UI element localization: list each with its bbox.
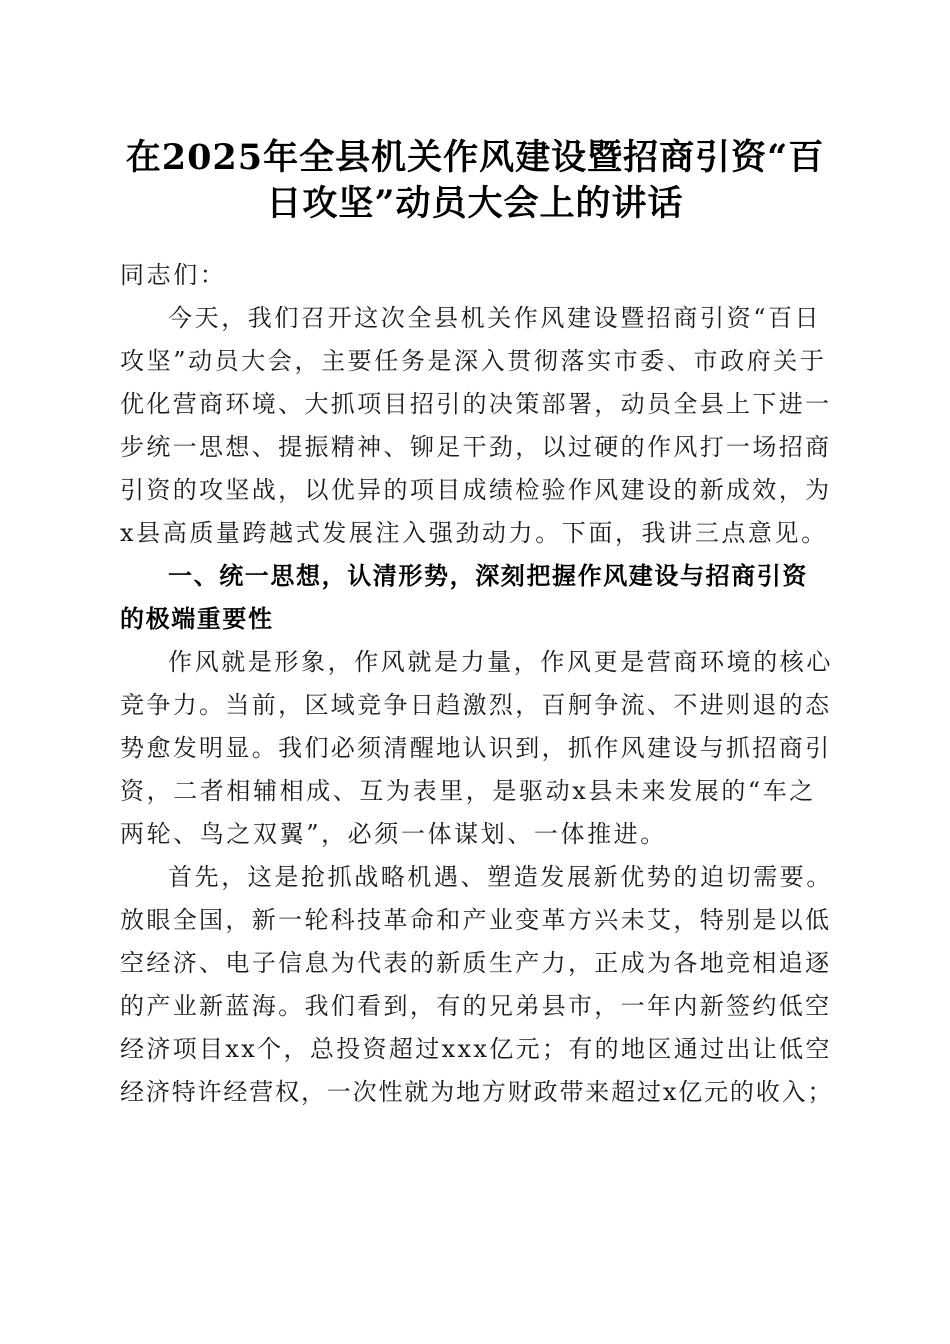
heading-line: 的极端重要性: [120, 605, 274, 633]
paragraph-style: [120, 641, 835, 856]
text-line: 优化营商环境、大抓项目招引的决策部署，动员全县上下进一: [120, 390, 832, 418]
salutation: [120, 254, 835, 297]
text-line: 作风就是形象，作风就是力量，作风更是营商环境的核心: [168, 648, 833, 676]
section-heading-1: [120, 555, 835, 641]
heading-line: 一、统一思想，认清形势，深刻把握作风建设与招商引资: [168, 562, 808, 590]
text-line: x县高质量跨越式发展注入强劲动力。下面，我讲三点意见。: [120, 519, 828, 547]
text-line: 竞争力。当前，区域竞争日趋激烈，百舸争流、不进则退的态: [120, 691, 832, 719]
paragraph-first-point: [120, 856, 835, 1114]
text-line: 首先，这是抢抓战略机遇、塑造发展新优势的迫切需要。: [168, 863, 833, 891]
text-line: 引资的攻坚战，以优异的项目成绩检验作风建设的新成效，为: [120, 476, 832, 504]
speech-title: [110, 135, 840, 227]
text-line: 的产业新蓝海。我们看到，有的兄弟县市，一年内新签约低空: [120, 992, 832, 1020]
text-line: 放眼全国，新一轮科技革命和产业变革方兴未艾，特别是以低: [120, 906, 832, 934]
title-line: 日攻坚”动员大会上的讲话: [266, 183, 684, 224]
speech-body: [120, 254, 835, 1114]
text-line: 攻坚”动员大会，主要任务是深入贯彻落实市委、市政府关于: [120, 347, 827, 375]
salutation-text: 同志们：: [120, 261, 227, 289]
text-line: 步统一思想、提振精神、铆足干劲，以过硬的作风打一场招商: [120, 433, 832, 461]
text-line: 两轮、鸟之双翼”，必须一体谋划、一体推进。: [120, 820, 667, 848]
text-line: 资，二者相辅相成、互为表里，是驱动x县未来发展的“车之: [120, 777, 817, 805]
title-line: 在2025年全县机关作风建设暨招商引资“百: [125, 137, 825, 178]
text-line: 空经济、电子信息为代表的新质生产力，正成为各地竞相追逐: [120, 949, 832, 977]
text-line: 势愈发明显。我们必须清醒地认识到，抓作风建设与抓招商引: [120, 734, 832, 762]
text-line: 经济项目xx个，总投资超过xxx亿元；有的地区通过出让低空: [120, 1035, 832, 1063]
paragraph-opening: [120, 297, 835, 555]
text-line: 今天，我们召开这次全县机关作风建设暨招商引资“百日: [168, 304, 822, 332]
text-line: 经济特许经营权，一次性就为地方财政带来超过x亿元的收入；: [120, 1078, 834, 1106]
